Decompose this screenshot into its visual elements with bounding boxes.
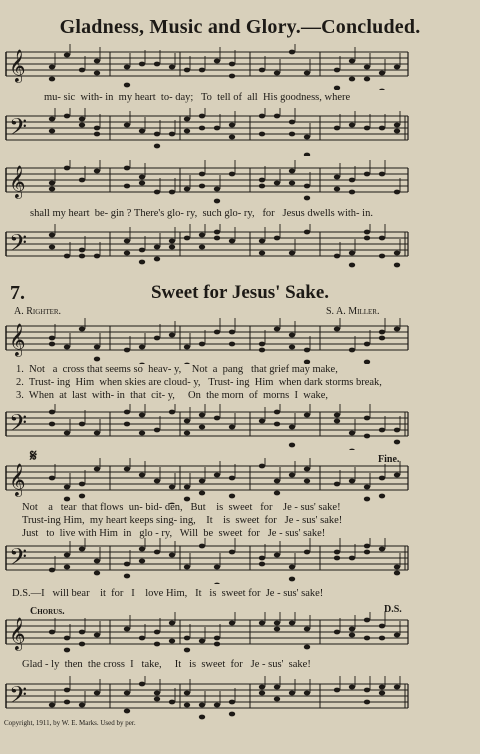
lyric-line: mu- sic with- in my heart to- day; To tell of all His goodness, where [44, 92, 351, 103]
svg-text:𝄞: 𝄞 [9, 165, 26, 198]
music-staff-bass [0, 224, 480, 272]
music-staff-bass [0, 538, 480, 584]
svg-text:𝄢: 𝄢 [9, 229, 28, 262]
fine-label: Fine. [378, 454, 400, 465]
page-title: Gladness, Music and Glory.—Concluded. [59, 16, 421, 38]
svg-text:𝄞: 𝄞 [9, 49, 26, 82]
svg-text:𝄢: 𝄢 [9, 681, 28, 714]
chorus-label: Chorus. [30, 606, 65, 617]
copyright-notice: Copyright, 1911, by W. E. Marks. Used by per. [4, 719, 136, 727]
chorus-line: Glad - ly then the cross I take, It is sweet for Je - sus' sake! [22, 659, 311, 670]
verse-line: 2. Trust- ing Him when skies are cloud- y, Trust- ing Him when dark storms break, [16, 377, 382, 388]
refrain-line: Not a tear that flows un- bid- den, But is sweet for Je - sus' sake! [22, 502, 341, 513]
svg-text:𝄞: 𝄞 [9, 323, 26, 356]
verse-line: 3. When at last with- in that cit- y, On the morn of morns I wake, [16, 390, 329, 401]
music-staff-treble [0, 612, 480, 658]
verse-line: 1. Not a cross that seems so heav- y, Not a pang that grief may make, [16, 364, 338, 375]
music-staff-bass [0, 676, 480, 720]
svg-text:𝄢: 𝄢 [9, 409, 28, 442]
svg-text:𝄢: 𝄢 [9, 113, 28, 146]
music-staff-treble [0, 160, 480, 206]
lyricist-credit: A. Righter. [14, 306, 62, 317]
svg-text:𝄞: 𝄞 [9, 617, 26, 650]
music-staff-bass [0, 404, 480, 450]
svg-text:𝄞: 𝄞 [9, 463, 26, 496]
hymn-title: Sweet for Jesus' Sake. [150, 282, 330, 303]
svg-text:𝄢: 𝄢 [9, 543, 28, 576]
refrain-line: Just to live with Him in glo - ry, Will be sweet for Je - sus' sake! [22, 528, 326, 539]
music-staff-treble [0, 318, 480, 364]
composer-credit: S. A. Miller. [326, 306, 380, 317]
ds-label: D.S. [384, 604, 402, 615]
music-staff-treble [0, 458, 480, 504]
music-staff-bass [0, 108, 480, 156]
segno-mark: 𝄋 [30, 448, 37, 465]
music-staff-treble [0, 44, 480, 90]
refrain-line: Trust-ing Him, my heart keeps sing- ing, It is sweet for Je - sus' sake! [22, 515, 343, 526]
ds-line: D.S.—I will bear it for I love Him, It is sweet for Je - sus' sake! [12, 588, 324, 599]
lyric-line: shall my heart be- gin ? There's glo- ry, such glo- ry, for Jesus dwells with- in. [30, 208, 373, 219]
hymn-number: 7. [10, 282, 25, 304]
